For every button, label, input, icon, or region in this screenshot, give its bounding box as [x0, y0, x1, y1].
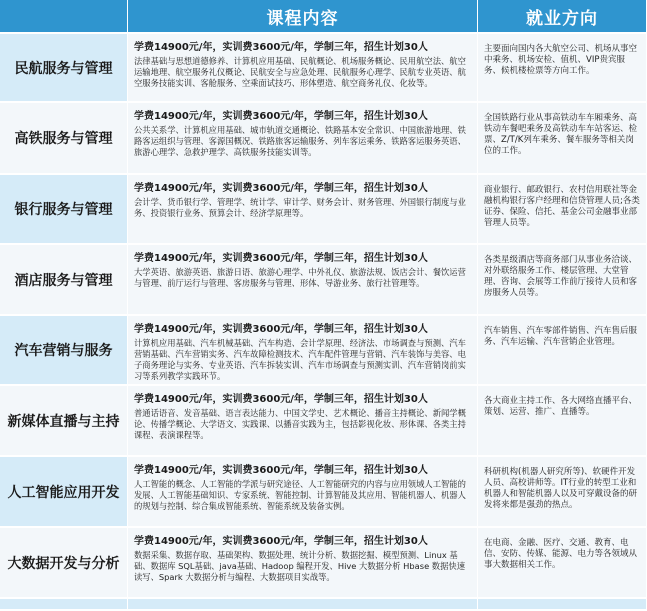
job-direction: 科研机构(机器人研究所等)、软硬件开发人员、高校讲师等。IT行业的转型工业和机器人和智能机器人以及可穿戴设备的研发将来都是强劲的热点。: [478, 457, 647, 528]
program-name: 民航服务与管理: [0, 34, 128, 103]
job-direction: 在电商、金融、医疗、交通、教育、电信、安防、传媒、能源、电力等各领域从事大数据相关工作。: [478, 528, 647, 599]
fee-line: 学费14900元/年，实训费3600元/年，学制三年，招生计划30人: [134, 394, 428, 405]
program-name: 汽车营销与服务: [0, 316, 128, 386]
program-name: 银行服务与管理: [0, 175, 128, 245]
program-name: 新媒体直播与主持: [0, 386, 128, 457]
course-list: 普通话语音、发音基础、语言表达能力、中国文学史、艺术概论、播音主持概论、新闻学概论、传播学概论、大学语文、实践课、以播音实践为主，包括影视化妆、形体课、各类主持课程、表演课程等。: [134, 408, 466, 440]
course-list: 计算机应用基础、汽车机械基础、汽车构造、会计学原理、经济法、市场调查与预测、汽车营销基础、汽车营销实务、汽车故障检测技术、汽车配件管理与营销、汽车装饰与美容、电子商务理论与实务、专业英语、汽车拆装实训、汽车市场调查与预测实训、汽车营销岗前实习等系列教学实践环节。: [134, 338, 466, 381]
course-list: 大学英语、旅游英语、旅游日语、旅游心理学、中外礼仪、旅游法规、饭店会计、餐饮运营与管理、前厅运行与管理、客房服务与管理、形体、导游业务、旅行社管理等。: [134, 267, 466, 288]
next-row-stub: [0, 599, 128, 611]
fee-line: 学费14900元/年，实训费3600元/年，学制三年，招生计划30人: [134, 324, 428, 335]
fee-line: 学费14900元/年，实训费3600元/年，学制三年，招生计划30人: [134, 42, 428, 53]
header-course-content: 课程内容: [128, 0, 478, 34]
job-direction: 各大商业主持工作、各大网络直播平台、策划、运营、推广、直播等。: [478, 386, 647, 457]
header-corner: [0, 0, 128, 34]
course-cell: [128, 386, 478, 457]
fee-line: 学费14900元/年，实训费3600元/年，学制三年，招生计划30人: [134, 111, 428, 122]
course-list: 数据采集、数据存取、基础架构、数据处理、统计分析、数据挖掘、模型预测、Linux 基础、数据库 SQL基础、java基础、Hadoop 编程开发、Hive 大数据分析 Hbase 数据快速读写、Spark 大数据分析与编程、大数据项目实战等。: [134, 550, 465, 582]
job-direction: 商业银行、邮政银行、农村信用联社等金融机构银行客户经理和信贷管理人员;各类证券、保险、信托、基金公司金融事业部管理人员等。: [478, 175, 647, 245]
course-cell: [128, 245, 478, 316]
program-name: 人工智能应用开发: [0, 457, 128, 528]
job-direction: 汽车销售、汽车零部件销售、汽车售后服务、汽车运输、汽车营销企业管理。: [478, 316, 647, 386]
job-direction: 全国铁路行业从事高铁动车车厢乘务、高铁动车餐吧乘务及高铁动车车站客运、检票、Z/T/K列车乘务、餐车服务等相关岗位的工作。: [478, 103, 647, 175]
course-cell: [128, 103, 478, 175]
fee-line: 学费14900元/年，实训费3600元/年，学制三年，招生计划30人: [134, 465, 428, 476]
course-cell: [128, 457, 478, 528]
fee-line: 学费14900元/年，实训费3600元/年，学制三年，招生计划30人: [134, 183, 428, 194]
course-cell: [128, 316, 478, 386]
course-list: 公共关系学、计算机应用基础、城市轨道交通概论、铁路基本安全常识、中国旅游地理、铁路客运组织与管理、客源国概况、铁路旅客运输服务、列车客运乘务、铁路客运服务英语、旅游心理学、急救护理学、高铁服务技能实训等。: [134, 125, 466, 157]
course-cell: [128, 175, 478, 245]
program-name: 大数据开发与分析: [0, 528, 128, 599]
header-job-direction: 就业方向: [478, 0, 647, 34]
course-list: 法律基础与思想道德修养、计算机应用基础、民航概论、机场服务概论、民用航空法、航空运输地理、航空服务礼仪概论、民航安全与应急处理、民航服务心理学、民航专业英语、航空服务技能实训、客舱服务、空乘面试技巧、形体塑造、航空商务礼仪、化妆等。: [134, 56, 466, 88]
program-name: 酒店服务与管理: [0, 245, 128, 316]
program-name: 高铁服务与管理: [0, 103, 128, 175]
job-direction: 主要面向国内各大航空公司、机场从事空中乘务、机场安检、值机、VIP贵宾服务、候机楼检票等方向工作。: [478, 34, 647, 103]
course-list: 会计学、货币银行学、管理学、统计学、审计学、财务会计、财务管理、外国银行制度与业务、投资银行业务、预算会计、经济学原理等。: [134, 197, 466, 218]
course-cell: [128, 528, 478, 599]
fee-line: 学费14900元/年，实训费3600元/年，学制三年，招生计划30人: [134, 253, 428, 264]
next-row-stub: [128, 599, 478, 611]
next-row-stub: [478, 599, 647, 611]
course-list: 人工智能的概念、人工智能的学派与研究途径、人工智能研究的内容与应用领域人工智能的发展、人工智能基础知识、专家系统、智能控制、计算智能及其应用、智能机器人、机器人的规划与控制、综合集成智能系统、智能系统及装备实例。: [134, 479, 466, 511]
fee-line: 学费14900元/年，实训费3600元/年，学制三年，招生计划30人: [134, 536, 428, 547]
job-direction: 各类星级酒店等商务部门从事业务洽谈、对外联络服务工作、楼层管理、大堂管理、咨询、会展等工作前厅接待人员和客房服务人员等。: [478, 245, 647, 316]
course-cell: [128, 34, 478, 103]
